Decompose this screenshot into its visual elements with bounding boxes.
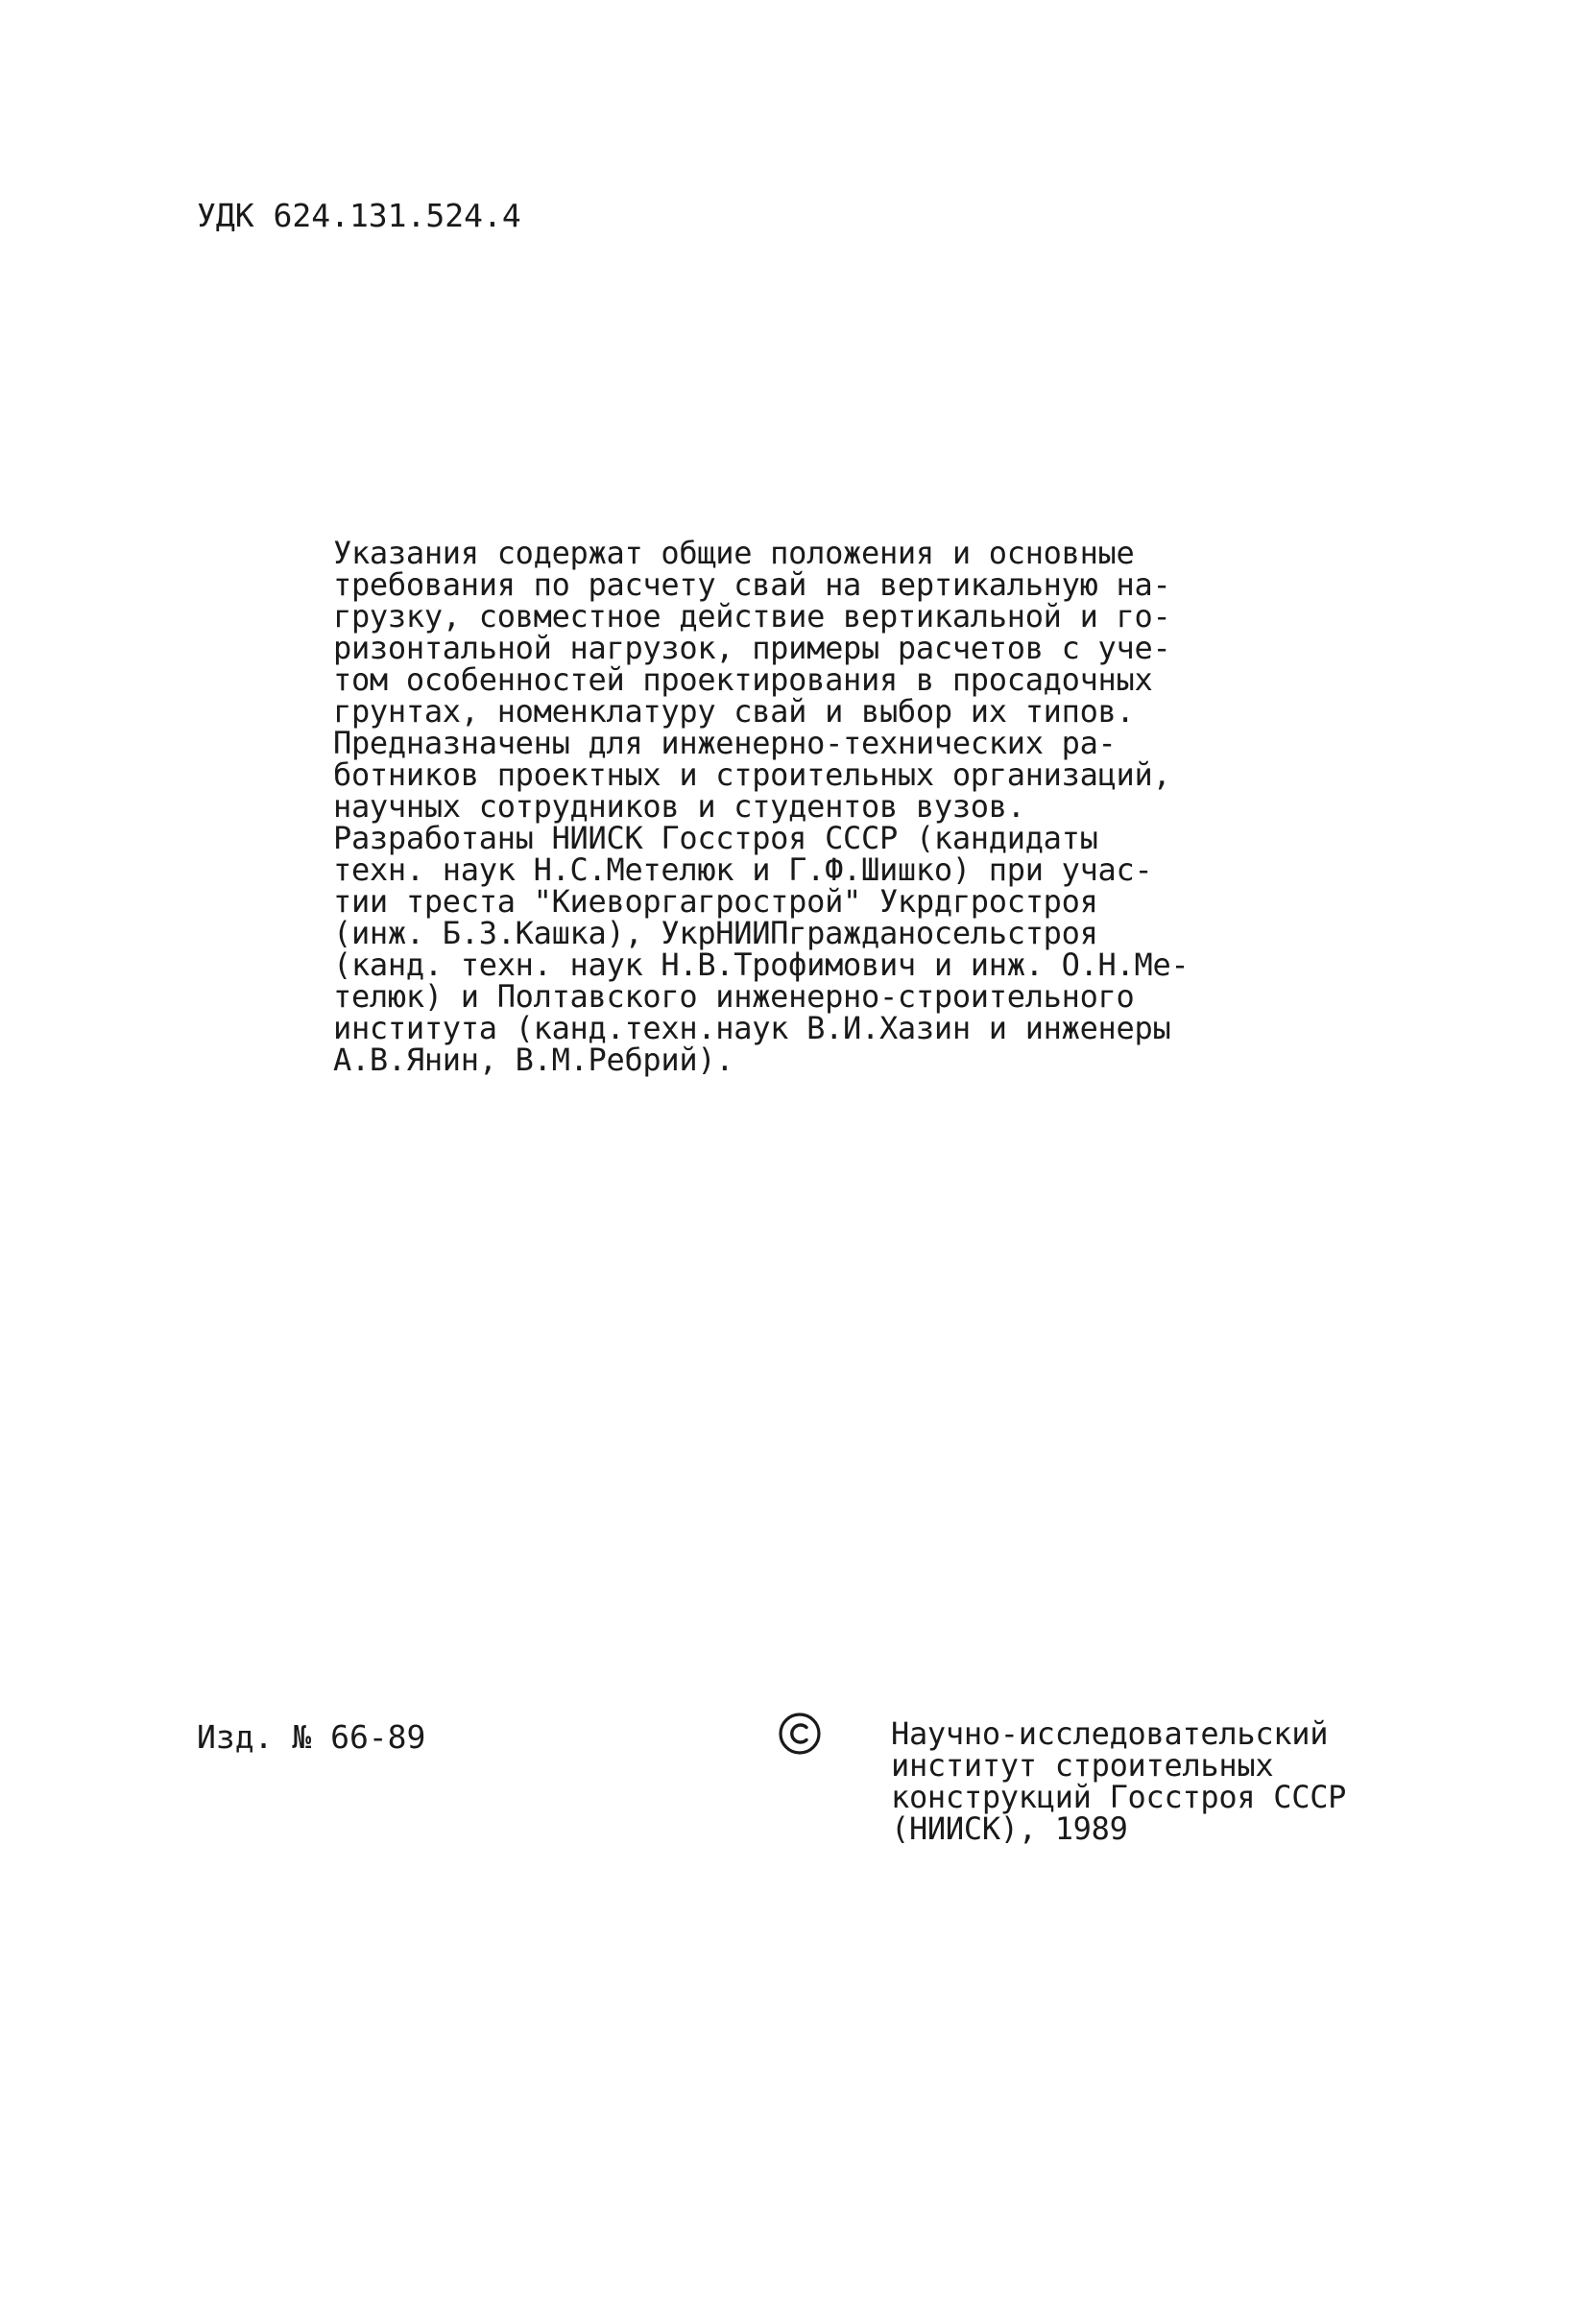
publisher-line: конструкций Госстроя СССР <box>891 1779 1347 1815</box>
abstract-line: Разработаны НИИСК Госстроя СССР (кандидаты <box>333 820 1098 856</box>
abstract-line: том особенностей проектирования в просадочных <box>333 661 1153 698</box>
publisher-line: (НИИСК), 1989 <box>891 1810 1128 1847</box>
abstract-line: ризонтальной нагрузок, примеры расчетов с уче- <box>333 630 1171 666</box>
abstract-line: техн. наук Н.С.Метелюк и Г.Ф.Шишко) при учас- <box>333 851 1153 888</box>
abstract-line: тии треста "Киеворгагрострой" Укрдгрострoя <box>333 883 1098 920</box>
edition-number: Изд. № 66-89 <box>197 1718 426 1756</box>
udk-code: УДК 624.131.524.4 <box>197 197 521 234</box>
copyright-icon <box>778 1712 822 1756</box>
abstract-line: грузку, совместное действие вертикальной и го- <box>333 598 1171 635</box>
publisher-line: институт строительных <box>891 1747 1274 1784</box>
abstract-line: Указания содержат общие положения и основные <box>333 535 1135 571</box>
abstract-line: (канд. техн. наук Н.В.Трофимович и инж. О.Н.Ме- <box>333 946 1190 983</box>
abstract-line: научных сотрудников и студентов вузов. <box>333 788 1025 825</box>
abstract-line: требования по расчету свай на вертикальную на- <box>333 566 1171 603</box>
abstract-line: А.В.Янин, В.М.Ребрий). <box>333 1042 734 1078</box>
abstract-line: грунтах, номенклатуру свай и выбор их типов. <box>333 693 1135 730</box>
abstract-line: ботников проектных и строительных организаций, <box>333 756 1171 793</box>
abstract-line: института (канд.техн.наук В.И.Хазин и инженеры <box>333 1010 1171 1046</box>
abstract-line: (инж. Б.З.Кашка), УкрНИИПгражданосельстроя <box>333 915 1098 951</box>
publisher-block <box>891 1715 1429 1847</box>
publisher-line: Научно-исследовательский <box>891 1715 1329 1752</box>
abstract-line: Предназначены для инженерно-технических ра- <box>333 725 1117 761</box>
abstract-line: телюк) и Полтавского инженерно-строительного <box>333 978 1135 1015</box>
abstract-block <box>333 535 1255 1078</box>
